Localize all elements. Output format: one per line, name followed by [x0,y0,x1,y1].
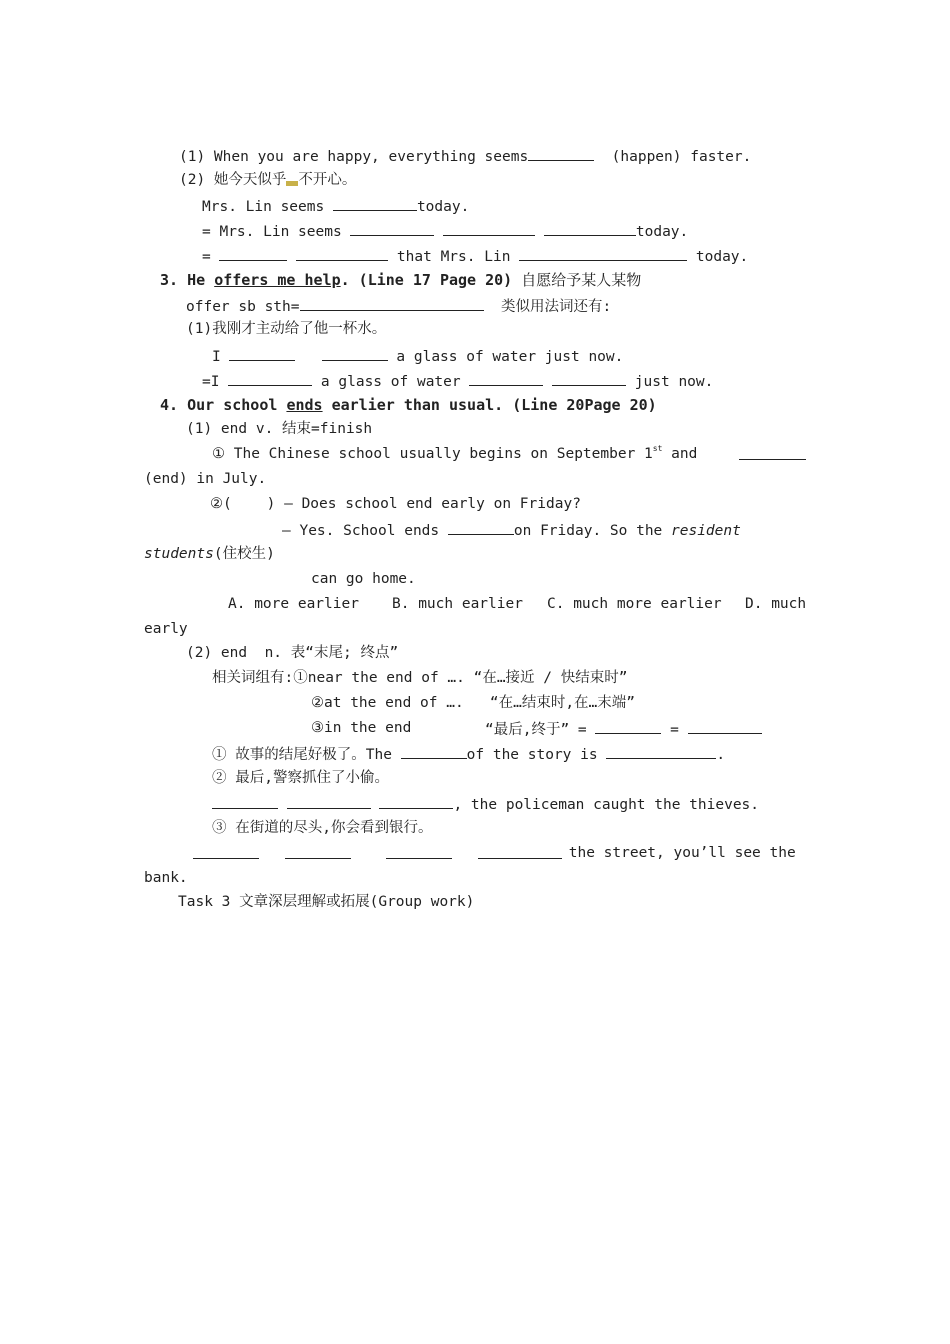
text: and [662,446,698,462]
text: 自愿给予某人某物 [521,271,642,289]
text: (happen) faster. [594,149,752,165]
text: on Friday. So the [513,523,672,539]
text: ① 故事的结尾好极了。The [212,747,401,763]
answer-blank[interactable] [478,844,562,859]
item-number: 4. [160,396,179,414]
text: ②at the end of …. “在…结束时,在…末端” [311,695,636,711]
text: =I [202,374,229,390]
text: offer sb sth= [186,299,300,315]
text: = Mrs. Lin seems [202,224,351,240]
text: = [661,722,688,738]
text: Our school [187,396,287,414]
text: I [212,349,230,365]
text: 相关词组有:①near the end of …. “在…接近 / 快结束时” [212,670,628,686]
text: today. [416,199,470,215]
line-19-options [547,577,722,613]
line-17 [144,527,275,563]
line-29-text [560,826,796,862]
text: ② 最后,警察抓住了小偷。 [212,770,389,786]
text: (住校生) [213,546,275,562]
text: Mrs. Lin seems [202,199,333,215]
line-29 [193,826,562,864]
text: (1)我刚才主动给了他一杯水。 [186,321,387,337]
text: He [187,271,215,289]
text: ③in the end [311,720,412,736]
option-b[interactable]: B. much earlier [392,596,523,612]
text: 类似用法词还有: [483,299,612,315]
text: . (Line 17 Page 20) [340,271,522,289]
italic-word: students [144,546,214,562]
text: (end) in July. [144,471,267,487]
text: today. [635,224,689,240]
text: earlier than usual. (Line 20Page 20) [322,396,657,414]
text: (2) end n. 表“末尾; 终点” [186,645,399,661]
answer-blank[interactable] [401,744,467,759]
text: today. [687,249,749,265]
text: just now. [626,374,714,390]
text: Task 3 文章深层理解或拓展(Group work) [178,894,475,910]
line-13 [212,427,697,463]
answer-blank[interactable] [386,844,452,859]
text: of the story is [466,747,607,763]
answer-blank[interactable] [193,844,259,859]
line-19-options [228,577,359,613]
text: ③ 在街道的尽头,你会看到银行。 [212,820,433,836]
underlined-phrase: offers me help [214,271,341,289]
text: that Mrs. Lin [388,249,520,265]
text: , the policeman caught the thieves. [453,797,760,813]
text: bank. [144,870,188,886]
text: a glass of water [312,374,470,390]
text: . [716,747,726,763]
text: ②( ) — Does school end early on Friday? [210,496,581,512]
option-c[interactable]: C. much more earlier [547,596,722,612]
line-13-blank [739,427,806,465]
text: — Yes. School ends [282,523,448,539]
text: early [144,621,188,637]
answer-blank[interactable] [739,445,806,460]
answer-blank[interactable] [606,744,716,759]
text: = [202,249,220,265]
text: 不开心。 [298,172,357,188]
text: can go home. [311,571,416,587]
task-3-heading [178,875,474,911]
text: a glass of water just now. [387,349,624,365]
text: (2) 她今天似乎 [179,172,287,188]
line-19-options [392,577,523,613]
text: “最后,终于” = [485,722,596,738]
option-a[interactable]: A. more earlier [228,596,359,612]
text: (1) When you are happy, everything seems [179,149,529,165]
superscript: st [652,444,663,453]
italic-word: resident [671,523,741,539]
answer-blank[interactable] [285,844,351,859]
text: ① The Chinese school usually begins on September 1 [212,446,653,462]
answer-blank[interactable] [528,146,594,161]
text: the street, you’ll see the [560,845,796,861]
item-number: 3. [160,271,179,289]
text: (1) end v. 结束=finish [186,421,373,437]
answer-blank[interactable] [448,520,514,535]
underlined-word: ends [286,396,323,414]
option-d[interactable]: D. much [745,596,807,612]
line-19-options [745,577,806,613]
line-16 [282,502,741,540]
line-20 [144,602,188,638]
